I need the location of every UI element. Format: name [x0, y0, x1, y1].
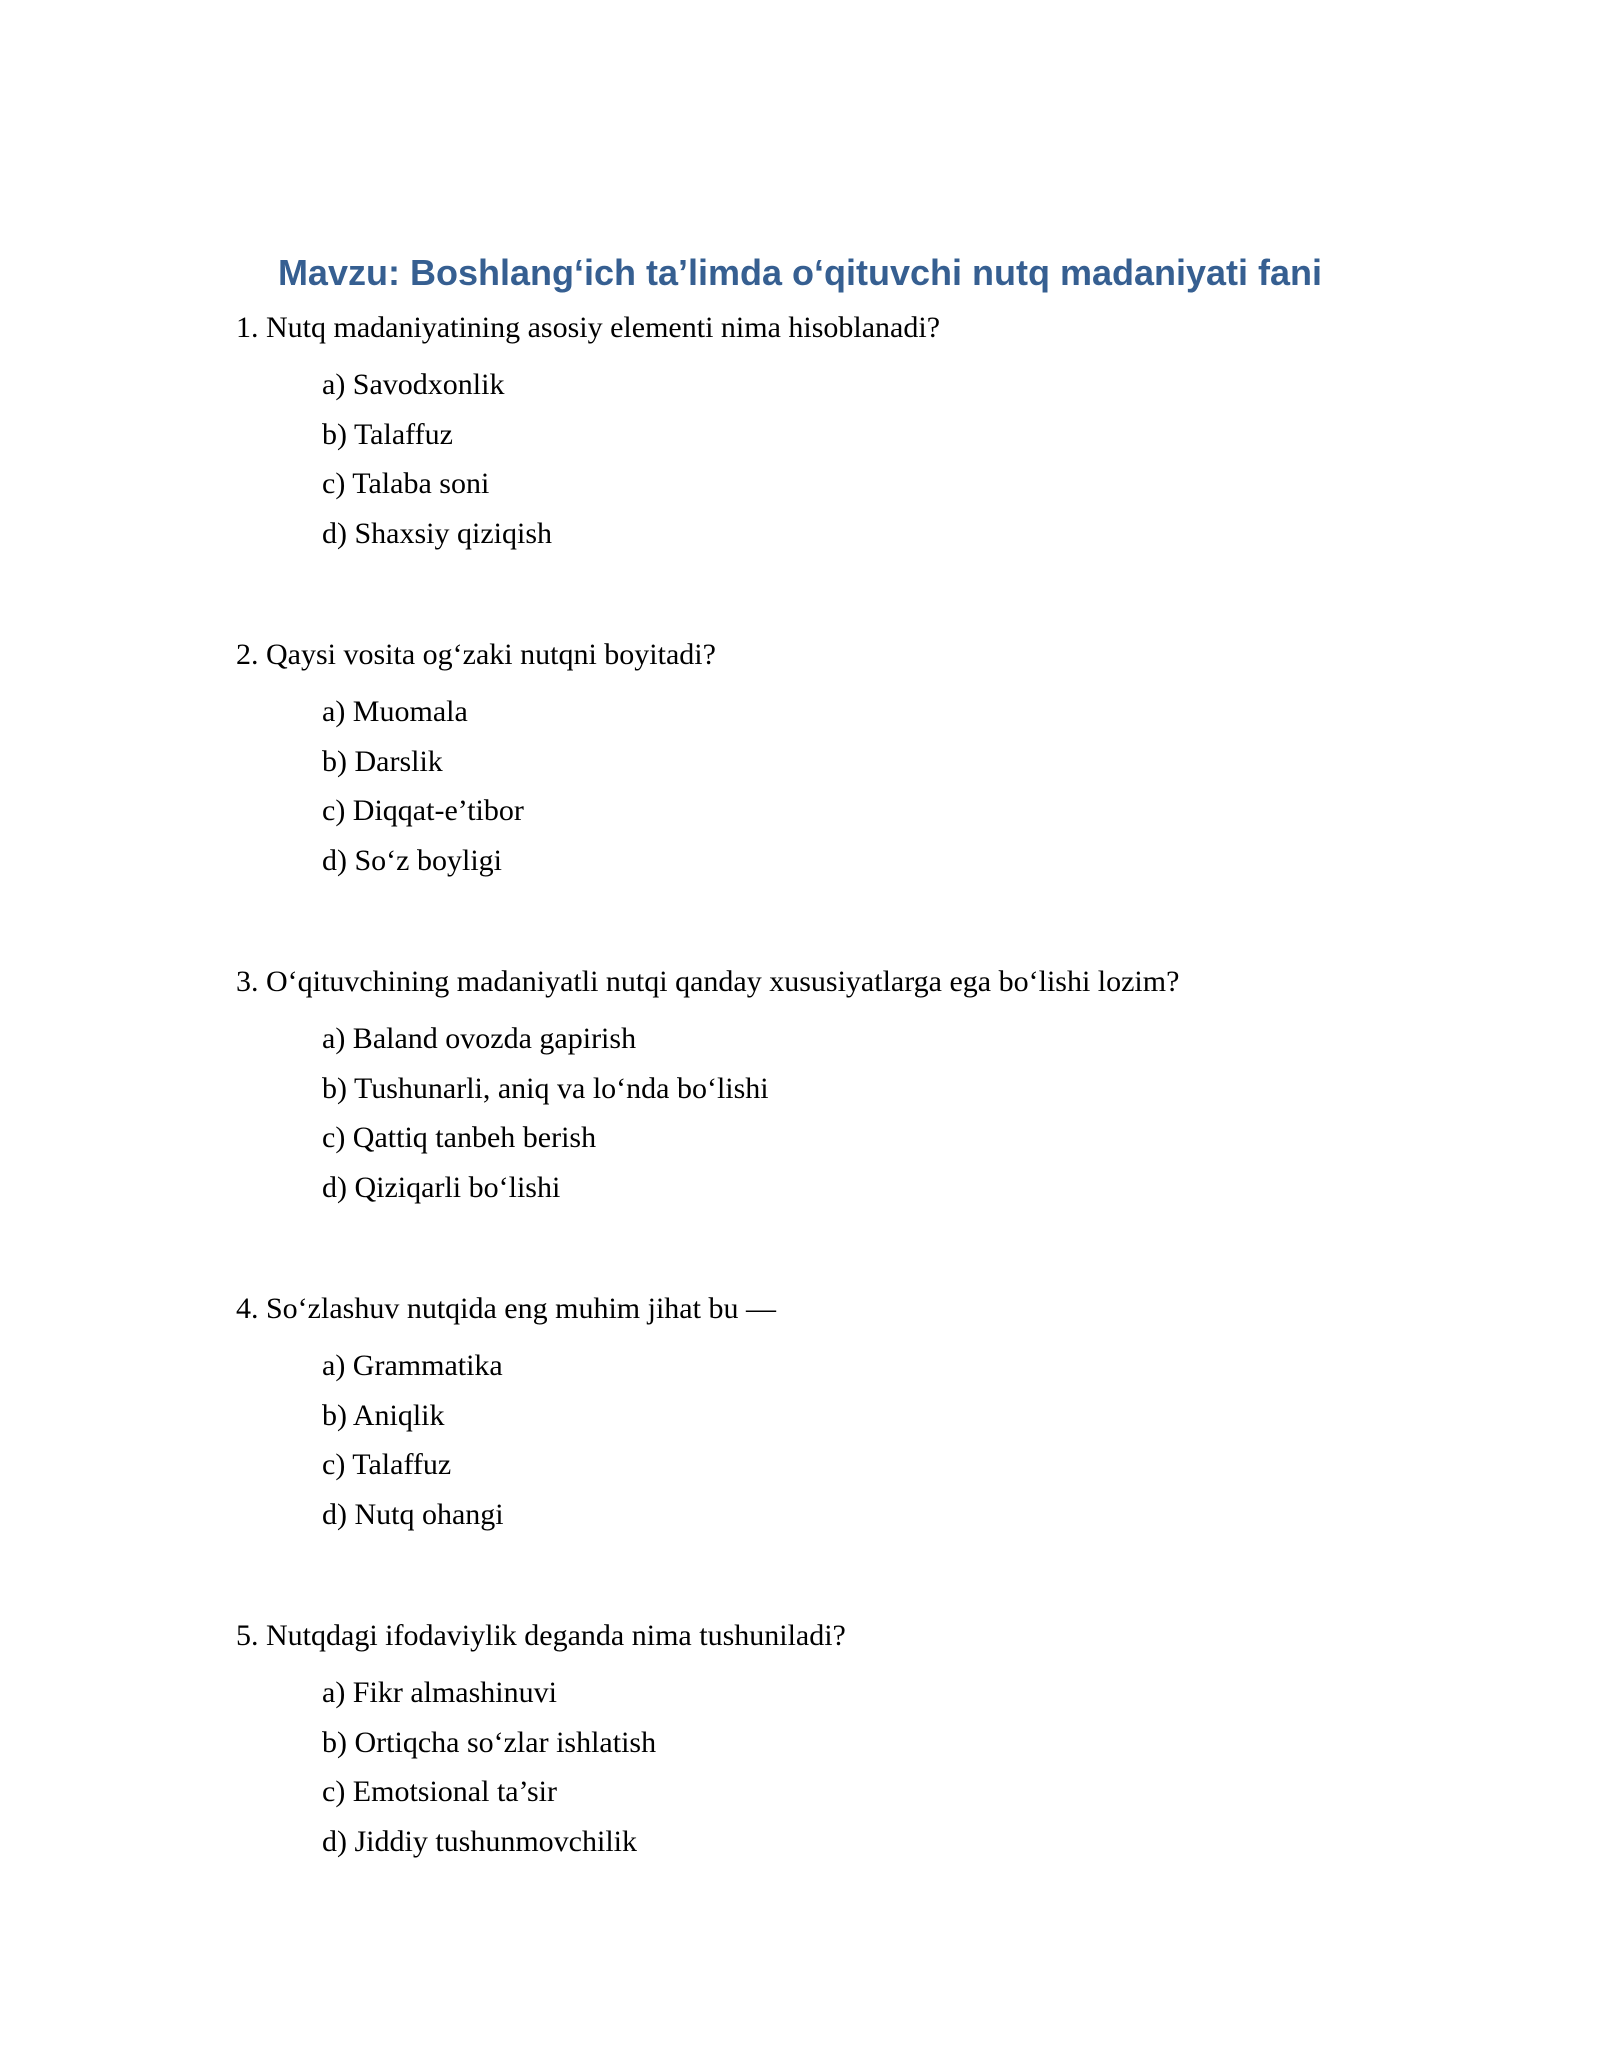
answer-option: c) Emotsional ta’sir [322, 1775, 557, 1808]
answer-option: b) Darslik [322, 744, 443, 778]
answer-option: a) Fikr almashinuvi [322, 1676, 557, 1709]
question-3 [236, 960, 1436, 1212]
question-text: 3. O‘qituvchining madaniyatli nutqi qanday xususiyatlarga ega bo‘lishi lozim? [236, 965, 1180, 998]
answer-list [236, 1341, 1436, 1539]
answer-option: c) Qattiq tanbeh berish [322, 1121, 597, 1154]
answer-option: c) Talaba soni [322, 467, 490, 500]
question-text: 4. So‘zlashuv nutqida eng muhim jihat bu — [236, 1292, 776, 1325]
question-text: 1. Nutq madaniyatining asosiy elementi nima hisoblanadi? [236, 311, 941, 344]
answer-option: d) Shaxsiy qiziqish [322, 516, 552, 550]
answer-option: a) Savodxonlik [322, 368, 505, 401]
page-title: Mavzu: Boshlang‘ich ta’limda o‘qituvchi nutq madaniyati fani [277, 252, 1323, 293]
answer-option: b) Ortiqcha so‘zlar ishlatish [322, 1725, 657, 1759]
question-1 [236, 306, 1436, 558]
question-text: 5. Nutqdagi ifodaviylik deganda nima tushuniladi? [236, 1619, 846, 1652]
answer-option: a) Grammatika [322, 1349, 503, 1382]
question-list [236, 306, 1436, 1941]
answer-list [236, 687, 1436, 885]
answer-option: d) Qiziqarli bo‘lishi [322, 1170, 561, 1204]
answer-option: d) Nutq ohangi [322, 1497, 504, 1531]
answer-option: d) So‘z boyligi [322, 843, 502, 877]
answer-option: b) Tushunarli, aniq va lo‘nda bo‘lishi [322, 1071, 769, 1105]
answer-option: b) Aniqlik [322, 1398, 445, 1432]
answer-option: b) Talaffuz [322, 417, 453, 451]
question-5 [236, 1614, 1436, 1866]
answer-list [236, 1668, 1436, 1866]
question-2 [236, 633, 1436, 885]
answer-option: c) Talaffuz [322, 1448, 452, 1481]
answer-list [236, 360, 1436, 558]
answer-option: c) Diqqat-e’tibor [322, 794, 524, 827]
answer-option: a) Baland ovozda gapirish [322, 1022, 637, 1055]
question-text: 2. Qaysi vosita og‘zaki nutqni boyitadi? [236, 638, 716, 671]
answer-option: a) Muomala [322, 695, 468, 728]
question-4 [236, 1287, 1436, 1539]
answer-option: d) Jiddiy tushunmovchilik [322, 1824, 637, 1858]
answer-list [236, 1014, 1436, 1212]
